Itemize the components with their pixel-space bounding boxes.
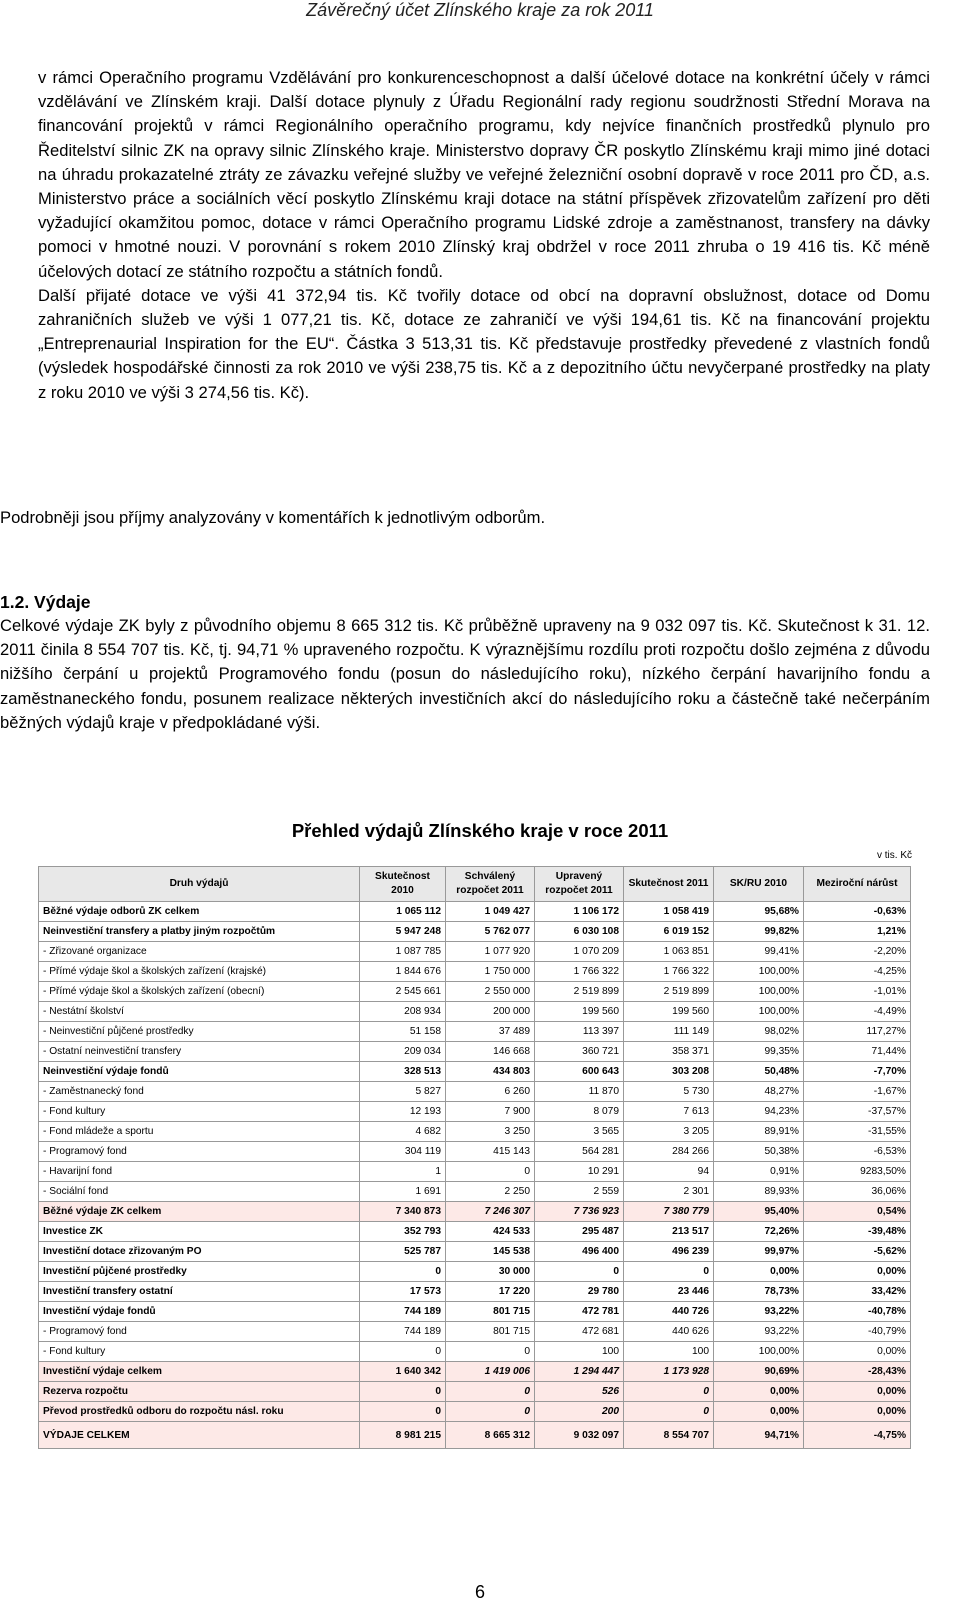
table-cell: 89,93% [714,1182,804,1202]
table-title: Přehled výdajů Zlínského kraje v roce 2011 [291,820,669,841]
table-row [39,1062,911,1082]
table-cell: 0 [446,1342,535,1362]
table-cell: 1 766 322 [535,962,624,982]
table-cell: 100,00% [714,962,804,982]
table-cell: -7,70% [804,1062,911,1082]
table-cell: 51 158 [360,1022,446,1042]
table-cell: 1,21% [804,922,911,942]
table-cell: 360 721 [535,1042,624,1062]
col-header: Schválený rozpočet 2011 [446,867,535,902]
table-cell: 1 058 419 [624,902,714,922]
row-label: - Fond kultury [39,1102,360,1122]
table-cell: 209 034 [360,1042,446,1062]
table-cell: 0 [360,1382,446,1402]
table-cell: 7 613 [624,1102,714,1122]
row-label: Investiční půjčené prostředky [39,1262,360,1282]
table-cell: -2,20% [804,942,911,962]
table-row [39,1082,911,1102]
table-cell: 33,42% [804,1282,911,1302]
table-cell: 303 208 [624,1062,714,1082]
row-label: - Přímé výdaje škol a školských zařízení (krajské) [39,962,360,982]
table-cell: 7 736 923 [535,1202,624,1222]
table-cell: 744 189 [360,1322,446,1342]
table-cell: 472 781 [535,1302,624,1322]
table-cell: 200 000 [446,1002,535,1022]
table-cell: 352 793 [360,1222,446,1242]
table-cell: 496 239 [624,1242,714,1262]
table-cell: 5 762 077 [446,922,535,942]
expenditure-table [38,866,911,1449]
row-label: - Zřizované organizace [39,942,360,962]
table-cell: 8 079 [535,1102,624,1122]
table-cell: 78,73% [714,1282,804,1302]
table-cell: 100,00% [714,982,804,1002]
table-cell: 440 626 [624,1322,714,1342]
row-label: Běžné výdaje odborů ZK celkem [39,902,360,922]
table-cell: -6,53% [804,1142,911,1162]
table-cell: 1 844 676 [360,962,446,982]
table-cell: 1 106 172 [535,902,624,922]
table-cell: 100 [624,1342,714,1362]
table-cell: 472 681 [535,1322,624,1342]
table-cell: -31,55% [804,1122,911,1142]
detail-note-block [0,506,930,530]
table-cell: 50,38% [714,1142,804,1162]
table-cell: 100,00% [714,1002,804,1022]
table-row [39,1142,911,1162]
table-cell: 72,26% [714,1222,804,1242]
table-cell: 99,41% [714,942,804,962]
table-cell: -4,49% [804,1002,911,1022]
table-cell: 0 [446,1402,535,1422]
row-label: Neinvestiční výdaje fondů [39,1062,360,1082]
table-row [39,1042,911,1062]
unit-note: v tis. Kč [876,850,912,861]
table-cell: 0 [624,1382,714,1402]
page-header: Závěrečný účet Zlínského kraje za rok 2011 [306,0,654,20]
table-cell: 415 143 [446,1142,535,1162]
row-label: Neinvestiční transfery a platby jiným rozpočtům [39,922,360,942]
table-cell: 17 220 [446,1282,535,1302]
row-label: - Sociální fond [39,1182,360,1202]
table-cell: 117,27% [804,1022,911,1042]
table-cell: 0,00% [804,1262,911,1282]
row-label: Investiční výdaje fondů [39,1302,360,1322]
row-label: - Fond mládeže a sportu [39,1122,360,1142]
table-row [39,1242,911,1262]
table-cell: 1 070 209 [535,942,624,962]
row-label: - Fond kultury [39,1342,360,1362]
table-row [39,1122,911,1142]
table-cell: 801 715 [446,1302,535,1322]
table-cell: 50,48% [714,1062,804,1082]
table-row [39,1022,911,1042]
table-cell: 1 065 112 [360,902,446,922]
table-cell: 9283,50% [804,1162,911,1182]
table-cell: 8 981 215 [360,1422,446,1449]
table-cell: 48,27% [714,1082,804,1102]
table-cell: 1 691 [360,1182,446,1202]
table-row [39,922,911,942]
table-row [39,1162,911,1182]
col-header: Upravený rozpočet 2011 [535,867,624,902]
table-cell: 89,91% [714,1122,804,1142]
row-label: Investiční dotace zřizovaným PO [39,1242,360,1262]
table-cell: -40,78% [804,1302,911,1322]
section-text: Celkové výdaje ZK byly z původního objemu 8 665 312 tis. Kč průběžně upraveny na 9 032 097 tis. Kč. Skutečnost k 31. 12. 2011 činila 8 554 707 tis. Kč, tj. 94,71 % upraveného rozpočtu. K výraznějšímu rozdílu proti rozpočtu došlo zejména z důvodu nižšího čerpání u projektů Programového fondu (posun do následujícího roku), nízkého čerpání havarijního fondu a zaměstnaneckého fondu, posunem realizace některých investičních akcí do následujícího roku a částečně také nečerpáním běžných výdajů kraje v předpokládané výši. [0,616,930,732]
table-cell: 1 640 342 [360,1362,446,1382]
table-cell: 199 560 [535,1002,624,1022]
table-cell: 801 715 [446,1322,535,1342]
table-row [39,1402,911,1422]
table-cell: 200 [535,1402,624,1422]
table-cell: 284 266 [624,1142,714,1162]
row-label: - Nestátní školství [39,1002,360,1022]
table-cell: 100,00% [714,1342,804,1362]
table-header-row [39,867,911,902]
table-row [39,902,911,922]
table-cell: 5 947 248 [360,922,446,942]
table-cell: 525 787 [360,1242,446,1262]
table-row [39,1282,911,1302]
table-cell: 358 371 [624,1042,714,1062]
section-text-block [0,614,930,735]
table-row [39,1222,911,1242]
col-header: Skutečnost 2011 [624,867,714,902]
table-cell: 1 419 006 [446,1362,535,1382]
table-cell: -37,57% [804,1102,911,1122]
row-label: - Přímé výdaje škol a školských zařízení (obecní) [39,982,360,1002]
table-cell: 1 750 000 [446,962,535,982]
table-cell: 12 193 [360,1102,446,1122]
table-cell: 23 446 [624,1282,714,1302]
table-row [39,1302,911,1322]
table-cell: 36,06% [804,1182,911,1202]
table-cell: 1 077 920 [446,942,535,962]
table-cell: 424 533 [446,1222,535,1242]
table-cell: 328 513 [360,1062,446,1082]
table-cell: 93,22% [714,1302,804,1322]
table-cell: 29 780 [535,1282,624,1302]
table-cell: 145 538 [446,1242,535,1262]
table-cell: 2 519 899 [624,982,714,1002]
section-title: 1.2. Výdaje [0,592,91,612]
table-cell: 434 803 [446,1062,535,1082]
table-cell: 2 550 000 [446,982,535,1002]
table-cell: 1 [360,1162,446,1182]
row-label: - Programový fond [39,1142,360,1162]
table-cell: 199 560 [624,1002,714,1022]
table-cell: -1,01% [804,982,911,1002]
row-label: Investice ZK [39,1222,360,1242]
table-cell: 95,40% [714,1202,804,1222]
table-row [39,1322,911,1342]
row-label: Rezerva rozpočtu [39,1382,360,1402]
table-cell: 90,69% [714,1362,804,1382]
table-cell: 295 487 [535,1222,624,1242]
table-cell: 0 [624,1402,714,1422]
table-cell: 94,71% [714,1422,804,1449]
table-cell: 1 063 851 [624,942,714,962]
intro-paragraph-1: v rámci Operačního programu Vzdělávání pro konkurenceschopnost a další účelové dotace na konkrétní účely v rámci vzdělávání ve Zlínském kraji. Další dotace plynuly z Úřadu Regionální rady regionu soudržnosti Střední Morava na financování projektů v rámci Regionálního operačního programu, kdy nejvíce finančních prostředků plynulo pro Ředitelství silnic ZK na opravy silnic Zlínského kraje. Ministerstvo dopravy ČR poskytlo Zlínskému kraji mimo jiné dotaci na úhradu prokazatelné ztráty ze závazku veřejné služby ve veřejné železniční osobní dopravě v roce 2011 pro ČD, a.s. Ministerstvo práce a sociálních věcí poskytlo Zlínskému kraji dotace na státní příspěvek zřizovatelům zařízení pro děti vyžadující okamžitou pomoc, dotace v rámci Operačního programu Lidské zdroje a zaměstnanost, transfery na dávky pomoci v hmotné nouzi. V porovnání s rokem 2010 Zlínský kraj obdržel v roce 2011 zhruba o 19 416 tis. Kč méně účelových dotací ze státního rozpočtu a státních fondů. [38,68,930,281]
table-cell: 564 281 [535,1142,624,1162]
table-row [39,1362,911,1382]
table-cell: 0,00% [804,1342,911,1362]
table-cell: 7 900 [446,1102,535,1122]
page-number: 6 [474,1582,485,1602]
table-cell: 6 260 [446,1082,535,1102]
table-cell: 113 397 [535,1022,624,1042]
intro-text [38,66,930,405]
table-cell: 71,44% [804,1042,911,1062]
table-cell: 3 205 [624,1122,714,1142]
table-cell: 8 554 707 [624,1422,714,1449]
row-label: VÝDAJE CELKEM [39,1422,360,1449]
table-cell: 6 030 108 [535,922,624,942]
row-label: - Zaměstnanecký fond [39,1082,360,1102]
row-label: - Ostatní neinvestiční transfery [39,1042,360,1062]
table-cell: 17 573 [360,1282,446,1302]
col-header: Druh výdajů [39,867,360,902]
table-cell: 146 668 [446,1042,535,1062]
table-cell: 0 [360,1342,446,1362]
table-cell: 0,00% [804,1402,911,1422]
row-label: Investiční transfery ostatní [39,1282,360,1302]
table-cell: 1 294 447 [535,1362,624,1382]
table-cell: 94,23% [714,1102,804,1122]
table-cell: 2 519 899 [535,982,624,1002]
table-cell: -39,48% [804,1222,911,1242]
table-cell: 99,97% [714,1242,804,1262]
row-label: Běžné výdaje ZK celkem [39,1202,360,1222]
table-row [39,1202,911,1222]
col-header: Skutečnost 2010 [360,867,446,902]
table-cell: 0,00% [714,1262,804,1282]
table-row [39,1102,911,1122]
table-cell: 0 [624,1262,714,1282]
table-cell: 1 049 427 [446,902,535,922]
table-cell: 99,82% [714,922,804,942]
table-cell: 304 119 [360,1142,446,1162]
table-row [39,1262,911,1282]
table-cell: 600 643 [535,1062,624,1082]
table-row [39,942,911,962]
row-label: - Neinvestiční půjčené prostředky [39,1022,360,1042]
table-cell: 111 149 [624,1022,714,1042]
table-cell: 30 000 [446,1262,535,1282]
table-cell: 0 [446,1162,535,1182]
table-cell: 5 730 [624,1082,714,1102]
table-cell: -5,62% [804,1242,911,1262]
table-cell: 213 517 [624,1222,714,1242]
table-cell: 2 559 [535,1182,624,1202]
table-cell: 496 400 [535,1242,624,1262]
table-cell: -4,25% [804,962,911,982]
table-cell: 5 827 [360,1082,446,1102]
table-cell: 0,00% [804,1382,911,1402]
table-cell: 6 019 152 [624,922,714,942]
table-cell: 526 [535,1382,624,1402]
table-cell: 0 [535,1262,624,1282]
table-cell: -4,75% [804,1422,911,1449]
row-label: Převod prostředků odboru do rozpočtu násl. roku [39,1402,360,1422]
table-cell: 2 301 [624,1182,714,1202]
detail-note: Podrobněji jsou příjmy analyzovány v komentářích k jednotlivým odborům. [0,508,546,527]
row-label: - Havarijní fond [39,1162,360,1182]
intro-paragraph-2: Další přijaté dotace ve výši 41 372,94 tis. Kč tvořily dotace od obcí na dopravní obslužnost, dotace od Domu zahraničních služeb ve výši 1 077,21 tis. Kč, dotace ze zahraničí ve výši 194,61 tis. Kč na financování projektu „Entreprenaurial Inspiration for the EU“. Částka 3 513,31 tis. Kč představuje prostředky převedené z vlastních fondů (výsledek hospodářské činnosti za rok 2010 ve výši 238,75 tis. Kč a z depozitního účtu nevyčerpané prostředky na platy z roku 2010 ve výši 3 274,56 tis. Kč). [38,285,930,402]
table-cell: 3 250 [446,1122,535,1142]
table-cell: 1 087 785 [360,942,446,962]
table-cell: 7 246 307 [446,1202,535,1222]
table-row [39,1002,911,1022]
table-row [39,962,911,982]
table-cell: 37 489 [446,1022,535,1042]
table-cell: 0,00% [714,1382,804,1402]
table-row [39,982,911,1002]
table-cell: 100 [535,1342,624,1362]
table-cell: 0,00% [714,1402,804,1422]
table-row [39,1382,911,1402]
col-header: SK/RU 2010 [714,867,804,902]
table-cell: 208 934 [360,1002,446,1022]
table-cell: -0,63% [804,902,911,922]
table-cell: 98,02% [714,1022,804,1042]
table-cell: 9 032 097 [535,1422,624,1449]
table-row [39,1422,911,1449]
table-row [39,1182,911,1202]
row-label: - Programový fond [39,1322,360,1342]
table-cell: 7 340 873 [360,1202,446,1222]
table-cell: -1,67% [804,1082,911,1102]
table-cell: 93,22% [714,1322,804,1342]
table-cell: 0 [360,1402,446,1422]
table-cell: 0,54% [804,1202,911,1222]
table-cell: -40,79% [804,1322,911,1342]
table-cell: 11 870 [535,1082,624,1102]
table-cell: 2 250 [446,1182,535,1202]
table-cell: 1 766 322 [624,962,714,982]
table-cell: 94 [624,1162,714,1182]
table-cell: 744 189 [360,1302,446,1322]
table-cell: 95,68% [714,902,804,922]
table-row [39,1342,911,1362]
table-cell: 0 [360,1262,446,1282]
table-cell: 99,35% [714,1042,804,1062]
table-cell: 7 380 779 [624,1202,714,1222]
table-cell: 1 173 928 [624,1362,714,1382]
col-header: Meziroční nárůst [804,867,911,902]
table-cell: 2 545 661 [360,982,446,1002]
table-cell: 3 565 [535,1122,624,1142]
table-cell: 10 291 [535,1162,624,1182]
table-cell: -28,43% [804,1362,911,1382]
table-cell: 440 726 [624,1302,714,1322]
table-body [39,902,911,1449]
row-label: Investiční výdaje celkem [39,1362,360,1382]
table-cell: 8 665 312 [446,1422,535,1449]
table-cell: 4 682 [360,1122,446,1142]
table-cell: 0 [446,1382,535,1402]
table-cell: 0,91% [714,1162,804,1182]
